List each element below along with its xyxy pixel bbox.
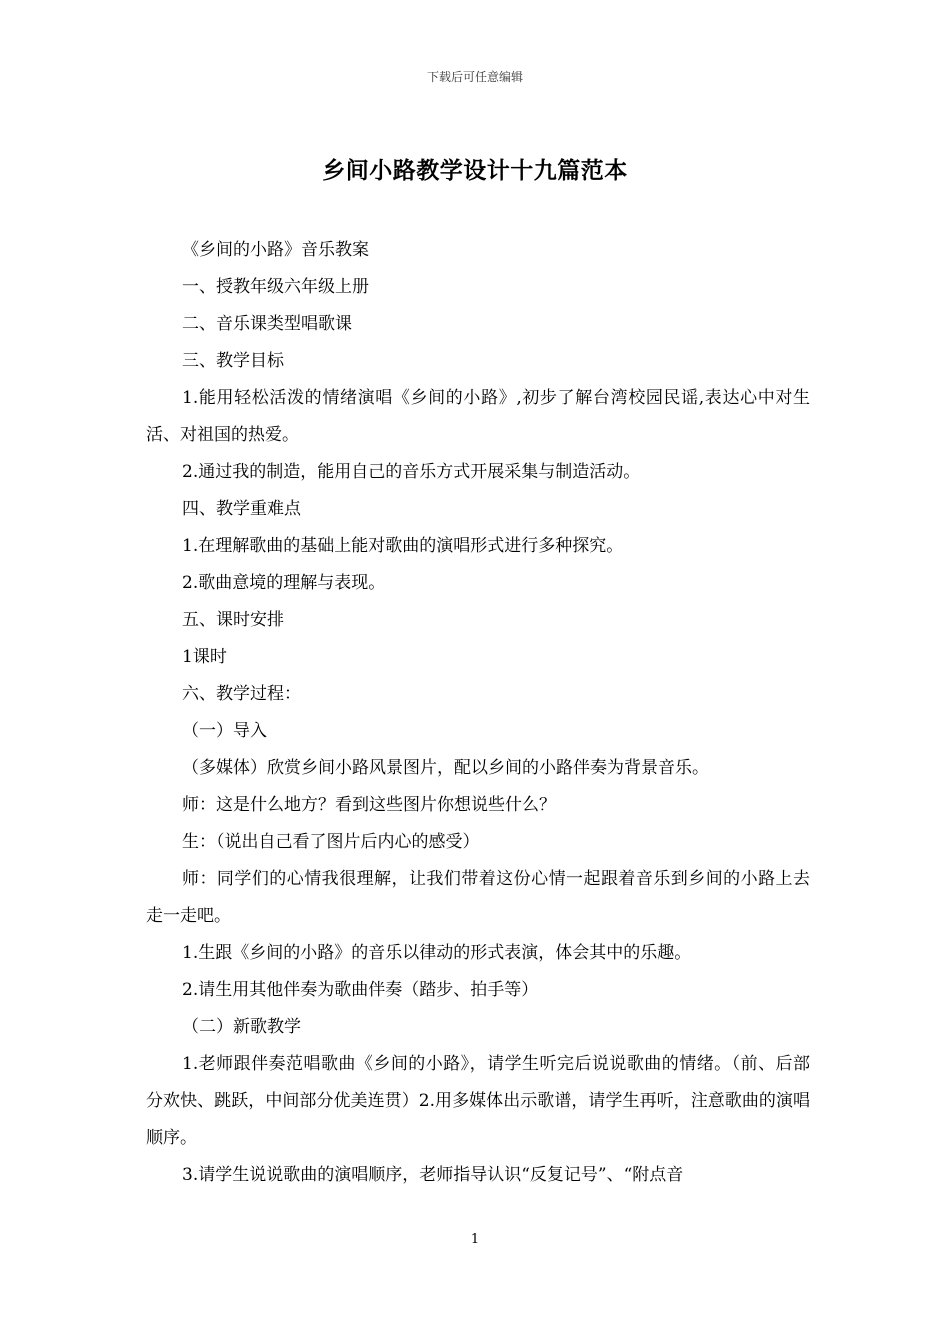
paragraph: （一）导入 — [182, 721, 267, 741]
paragraph: 四、教学重难点 — [182, 499, 301, 519]
paragraph: 师：这是什么地方？看到这些图片你想说些什么？ — [182, 795, 556, 815]
paragraph: 2.通过我的制造，能用自己的音乐方式开展采集与制造活动。 — [182, 462, 641, 482]
document-title: 乡间小路教学设计十九篇范本 — [322, 157, 628, 184]
paragraph: 1.能用轻松活泼的情绪演唱《乡间的小路》,初步了解台湾校园民谣,表达心中对生活、对祖国的热爱。 — [146, 388, 810, 445]
paragraph: 3.请学生说说歌曲的演唱顺序，老师指导认识“反复记号”、“附点音 — [182, 1165, 684, 1185]
paragraph: 1.生跟《乡间的小路》的音乐以律动的形式表演，体会其中的乐趣。 — [182, 943, 692, 963]
header-note: 下载后可任意编辑 — [426, 70, 523, 84]
paragraph: 1课时 — [182, 647, 227, 667]
paragraph: 一、授教年级六年级上册 — [182, 277, 369, 297]
paragraph: 六、教学过程： — [182, 684, 301, 704]
page-number: 1 — [470, 1232, 480, 1247]
paragraph: 二、音乐课类型唱歌课 — [182, 314, 352, 334]
paragraph: 1.老师跟伴奏范唱歌曲《乡间的小路》，请学生听完后说说歌曲的情绪。（前、后部分欢快、跳跃，中间部分优美连贯）2.用多媒体出示歌谱，请学生再听，注意歌曲的演唱顺序。 — [146, 1054, 810, 1148]
paragraph: 2.请生用其他伴奏为歌曲伴奏（踏步、拍手等） — [182, 980, 539, 1000]
paragraph: （二）新歌教学 — [182, 1017, 301, 1037]
paragraph: 1.在理解歌曲的基础上能对歌曲的演唱形式进行多种探究。 — [182, 536, 624, 556]
paragraph: 三、教学目标 — [182, 351, 284, 371]
paragraph: （多媒体）欣赏乡间小路风景图片，配以乡间的小路伴奏为背景音乐。 — [182, 758, 709, 778]
paragraph: 2.歌曲意境的理解与表现。 — [182, 573, 386, 593]
paragraph: 师：同学们的心情我很理解，让我们带着这份心情一起跟着音乐到乡间的小路上去走一走吧。 — [146, 869, 810, 926]
document-body — [146, 232, 810, 1194]
paragraph: 五、课时安排 — [182, 610, 284, 630]
paragraph: 《乡间的小路》音乐教案 — [182, 240, 369, 260]
paragraph: 生：（说出自己看了图片后内心的感受） — [182, 832, 480, 852]
